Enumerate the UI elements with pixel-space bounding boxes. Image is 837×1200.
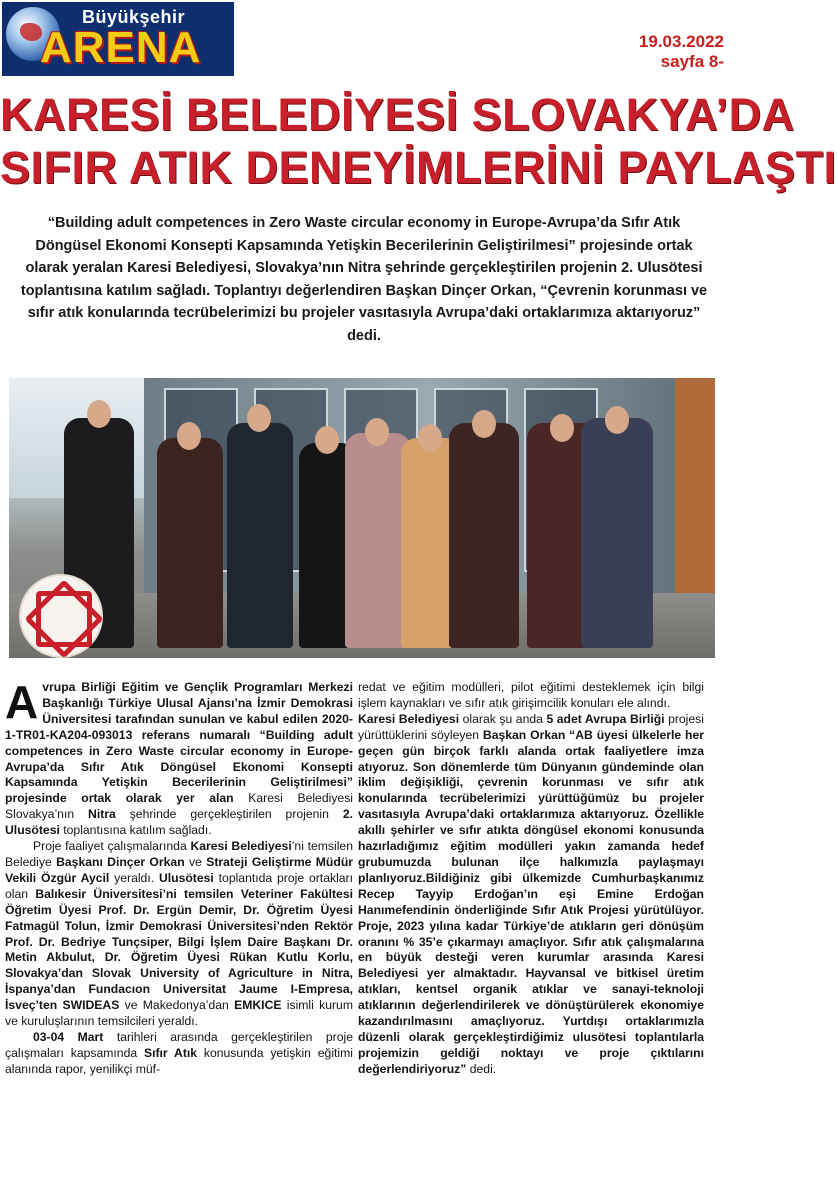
paragraph-3: 03-04 Mart tarihleri arasında gerçekleştirilen proje çalışmaları kapsamında Sıfır Atık konusunda yetişkin eğitimi alanında rapor, yenilikçi müf- <box>5 1029 353 1076</box>
masthead-subtitle: Büyükşehir <box>82 7 186 27</box>
headline-line-2: SIFIR ATIK DENEYİMLERİNİ PAYLAŞTI <box>0 142 837 193</box>
lead-paragraph: “Building adult competences in Zero Waste circular economy in Europe-Avrupa’da Sıfır Atık Döngüsel Ekonomi Konsepti Kapsamında Yetişkin Becerilerinin Geliştirilmesi” projesinde ortak olarak yeralan Karesi Belediyesi, Slovakya’nın Nitra şehrinde gerçekleştirilen projenin 2. Ulusötesi toplantısına katılım sağladı. Toplantıyı değerlendiren Başkan Dinçer Orkan, “Çevrenin korunması ve sıfır atık konularında tecrübelerimizi bu projeler vasıtasıyla Avrupa’daki ortaklarımıza aktarıyoruz” dedi. <box>20 215 708 344</box>
karesi-emblem-icon <box>19 574 103 658</box>
paragraph-2: Proje faaliyet çalışmalarında Karesi Belediyesi’ni temsilen Belediye Başkanı Dinçer Orkan ve Strateji Geliştirme Müdür Vekili Özgür Aycil yeraldı. Ulusötesi toplantıda proje ortakları olan Balıkesir Üniversitesi’ni temsilen Veteriner Fakültesi Öğretim Üyesi Prof. Dr. Ergün Demir, Dr. Öğretim Üyesi Fatmagül Tolun, İzmir Demokrasi Üniversitesi’nden Rektör Prof. Dr. Bedriye Tunçsiper, Bilgi İşlem Daire Başkanı Dr. Metin Akbulut, Dr. Öğretim Üyesi Rükan Kutlu Korlu, Slovakya’dan Slovak University of Agriculture in Nitra, İspanya’dan Fundacıon Universitat Jaume I-Empresa, İsveç’ten SWIDEAS ve Makedonya’dan EMKICE isimli kurum ve kuruluşlarının temsilcileri yeraldı. <box>5 839 354 1029</box>
paragraph-1: Avrupa Birliği Eğitim ve Gençlik Programları Merkezi Başkanlığı Türkiye Ulusal Ajansı’na İzmir Demokrasi Üniversitesi tarafından sunulan ve kabul edilen 2020-1-TR01-KA204-093013 referans numaralı “Building adult competences in Zero Waste circular economy in Europe-Avrupa’da Sıfır Atık Döngüsel Ekonomi Konsepti Kapsamında Yetişkin Becerilerinin Geliştirilmesi” projesinde ortak olarak yer alan Karesi Belediyesi Slovakya’nın Nitra şehrinde gerçekleştirilen projenin 2. Ulusötesi toplantısına katılım sağladı. <box>5 676 353 838</box>
masthead-logo <box>2 2 234 76</box>
article-column-1 <box>5 676 354 1078</box>
headline-line-1: KARESİ BELEDİYESİ SLOVAKYA’DA <box>0 89 795 140</box>
paragraph-5: Karesi Belediyesi olarak şu anda 5 adet Avrupa Birliği projesi yürüttüklerini söyleyen Başkan Orkan “AB üyesi ülkelerle her geçen gün birçok farklı alanda ortak faaliyetlere imza atıyoruz. Son dönemlerde tüm Dünyanın gündeminde olan iklim değişikliği, çevrenin korunması ve sıfır atık konularında tecrübelerimizi yürüttüğümüz bu projeler vasıtasıyla Avrupa’daki ortaklarımıza aktarıyoruz. Özellikle akıllı şehirler ve sıfır atıkta döngüsel ekonomi konusunda hazırladığımız eğitim modülleri yakın zamanda hedef grubumuzda bulunan ilçe halkımızla paylaşmayı planlıyoruz.Bildiğiniz gibi ülkemizde Cumhurbaşkanımız Recep Tayyip Erdoğan’ın eşi Emine Erdoğan Hanımefendinin önderliğinde Sıfır Atık Projesi yürütülüyor. Proje, 2023 yılına kadar Türkiye’de atıkların geri dönüşüm oranını % 35’e çıkarmayı amaçlıyor. Sıfır atık çalışmalarına en büyük desteği veren kurumlar arasında Karesi Belediyesi yer almaktadır. Hayvansal ve bitkisel üretim atıkları, kentsel organik atıklar ve sanayi-teknoloji atıklarının değerlendirilerek ve dönüştürülerek ekonomiye kazandırılmasını amaçlıyoruz. Yurtdışı ortaklarımızla düzenli olarak gerçekleştirdiğimiz ulusötesi toplantılarla projemizin geldiği noktayı ve proje çıktılarını değerlendiriyoruz” dedi. <box>358 711 704 1076</box>
issue-info <box>639 32 724 72</box>
drop-cap: A <box>5 676 39 728</box>
issue-date: 19.03.2022 <box>638 32 724 51</box>
masthead-title: ARENA <box>40 23 202 72</box>
paragraph-4: redat ve eğitim modülleri, pilot eğitimi desteklemek için bilgi işlem kaynakları ve sıfır atık girişimcilik konuları ele alındı. <box>358 680 704 710</box>
page-number: sayfa 8- <box>660 52 724 71</box>
group-photo <box>9 378 715 658</box>
article-column-2 <box>358 680 704 1078</box>
